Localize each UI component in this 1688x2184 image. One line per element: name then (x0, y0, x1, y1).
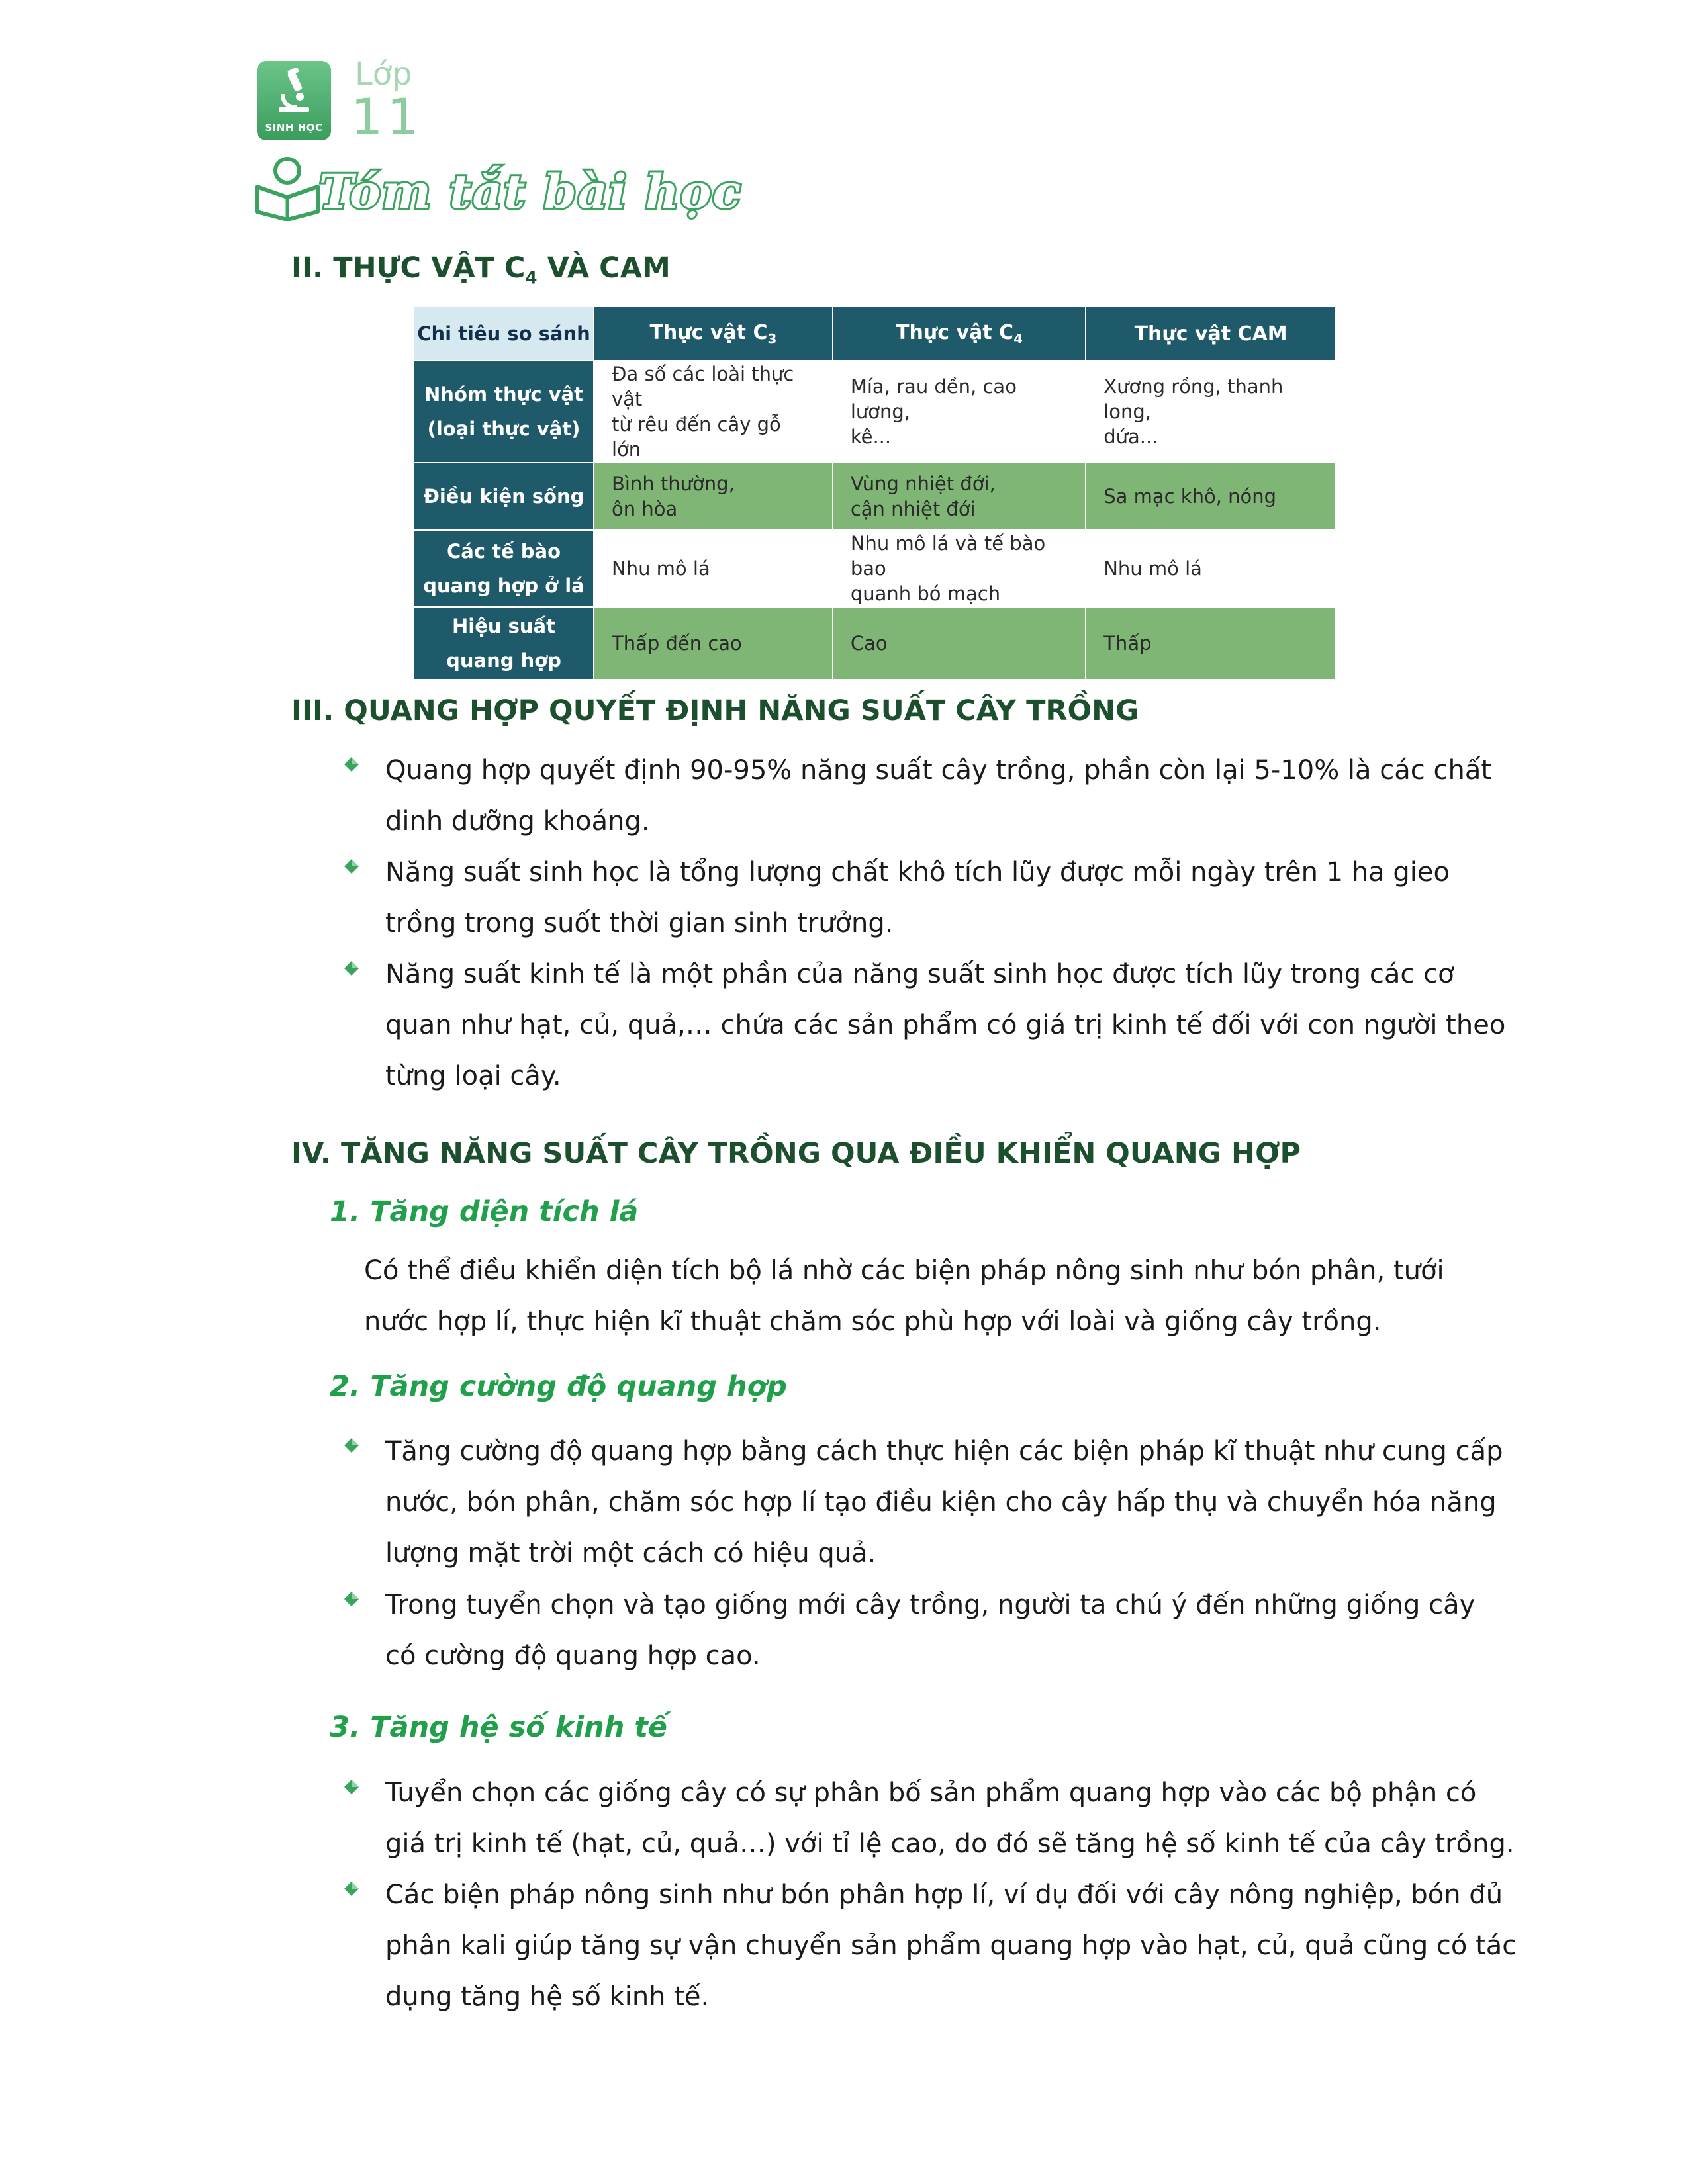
table-row (414, 530, 1336, 607)
diamond-bullet-icon (344, 756, 359, 772)
table-corner-header: Chi tiêu so sánh (414, 306, 594, 361)
column-header-cam: Thực vật CAM (1086, 306, 1336, 361)
table-cell: Vùng nhiệt đới, cận nhiệt đới (833, 463, 1086, 530)
subsection-1-title: 1. Tăng diện tích lá (330, 1195, 639, 1228)
table-cell: Xương rồng, thanh long, dứa... (1086, 361, 1336, 463)
bullet-paragraph: Trong tuyển chọn và tạo giống mới cây trồng, người ta chú ý đến những giống cây có cường độ quang hợp cao. (385, 1590, 1476, 1671)
column-header-c3: Thực vật $C_3$ (594, 306, 833, 361)
row-header: Nhóm thực vật (loại thực vật) (414, 361, 594, 463)
comparison-table (413, 306, 1336, 680)
section-2-title: II. THỰC VẬT $C_4$ VÀ CAM (291, 251, 671, 289)
row-header: Các tế bào quang hợp ở lá (414, 530, 594, 607)
grade-word: Lớp (355, 56, 412, 93)
book-icon (253, 155, 326, 221)
diamond-bullet-icon (344, 1779, 359, 1795)
diamond-bullet-icon (344, 1591, 359, 1607)
diamond-bullet-icon (344, 858, 359, 874)
table-row (414, 607, 1336, 680)
subsection-3-title: 3. Tăng hệ số kinh tế (330, 1711, 668, 1744)
microscope-icon (271, 68, 317, 115)
bullet-paragraph: Năng suất kinh tế là một phần của năng suất sinh học được tích lũy trong các cơ quan như hạt, củ, quả,… chứa các sản phẩm có giá trị kinh tế đối với con người theo từng loại cây. (385, 959, 1506, 1091)
banner-title: Tóm tắt bài học (319, 164, 743, 219)
diamond-bullet-icon (344, 960, 359, 976)
table-cell: Thấp (1086, 607, 1336, 680)
table-cell: Thấp đến cao (594, 607, 833, 680)
table-cell: Đa số các loài thực vật từ rêu đến cây gỗ lớn (594, 361, 833, 463)
subsection-2-title: 2. Tăng cường độ quang hợp (330, 1370, 787, 1403)
bullet-paragraph: Năng suất sinh học là tổng lượng chất khô tích lũy được mỗi ngày trên 1 ha gieo trồng trong suốt thời gian sinh trưởng. (385, 857, 1450, 938)
table-cell: Cao (833, 607, 1086, 680)
diamond-bullet-icon (344, 1437, 359, 1453)
section-4-title: IV. TĂNG NĂNG SUẤT CÂY TRỒNG QUA ĐIỀU KHIỂN QUANG HỢP (291, 1137, 1301, 1170)
column-header-c4: Thực vật $C_4$ (833, 306, 1086, 361)
diamond-bullet-icon (344, 1881, 359, 1897)
bullet-paragraph: Tăng cường độ quang hợp bằng cách thực hiện các biện pháp kĩ thuật như cung cấp nước, bón phân, chăm sóc hợp lí tạo điều kiện cho cây hấp thụ và chuyển hóa năng lượng mặt trời một cách có hiệu quả. (385, 1436, 1503, 1569)
row-header: Điều kiện sống (414, 463, 594, 530)
logo-label: SINH HỌC (265, 122, 323, 134)
table-cell: Nhu mô lá và tế bào bao quanh bó mạch (833, 530, 1086, 607)
table-row (414, 361, 1336, 463)
subject-logo (257, 61, 331, 140)
table-cell: Sa mạc khô, nóng (1086, 463, 1336, 530)
row-header: Hiệu suất quang hợp (414, 607, 594, 680)
subsection-1-text: Có thể điều khiển diện tích bộ lá nhờ các biện pháp nông sinh như bón phân, tưới nước hợp lí, thực hiện kĩ thuật chăm sóc phù hợp với loài và giống cây trồng. (364, 1255, 1444, 1337)
table-cell: Nhu mô lá (1086, 530, 1336, 607)
section-3-title: III. QUANG HỢP QUYẾT ĐỊNH NĂNG SUẤT CÂY TRỒNG (291, 694, 1139, 727)
table-row (414, 463, 1336, 530)
table-cell: Nhu mô lá (594, 530, 833, 607)
bullet-paragraph: Các biện pháp nông sinh như bón phân hợp lí, ví dụ đối với cây nông nghiệp, bón đủ phân kali giúp tăng sự vận chuyển sản phẩm quang hợp vào hạt, củ, quả cũng có tác dụng tăng hệ số kinh tế. (385, 1880, 1517, 2012)
bullet-paragraph: Tuyển chọn các giống cây có sự phân bố sản phẩm quang hợp vào các bộ phận có giá trị kinh tế (hạt, củ, quả…) với tỉ lệ cao, do đó sẽ tăng hệ số kinh tế của cây trồng. (385, 1778, 1515, 1859)
table-cell: Bình thường, ôn hòa (594, 463, 833, 530)
table-cell: Mía, rau dền, cao lương, kê... (833, 361, 1086, 463)
grade-number: 11 (351, 87, 423, 146)
bullet-paragraph: Quang hợp quyết định 90-95% năng suất cây trồng, phần còn lại 5-10% là các chất dinh dưỡng khoáng. (385, 755, 1492, 837)
summary-banner (253, 152, 769, 225)
